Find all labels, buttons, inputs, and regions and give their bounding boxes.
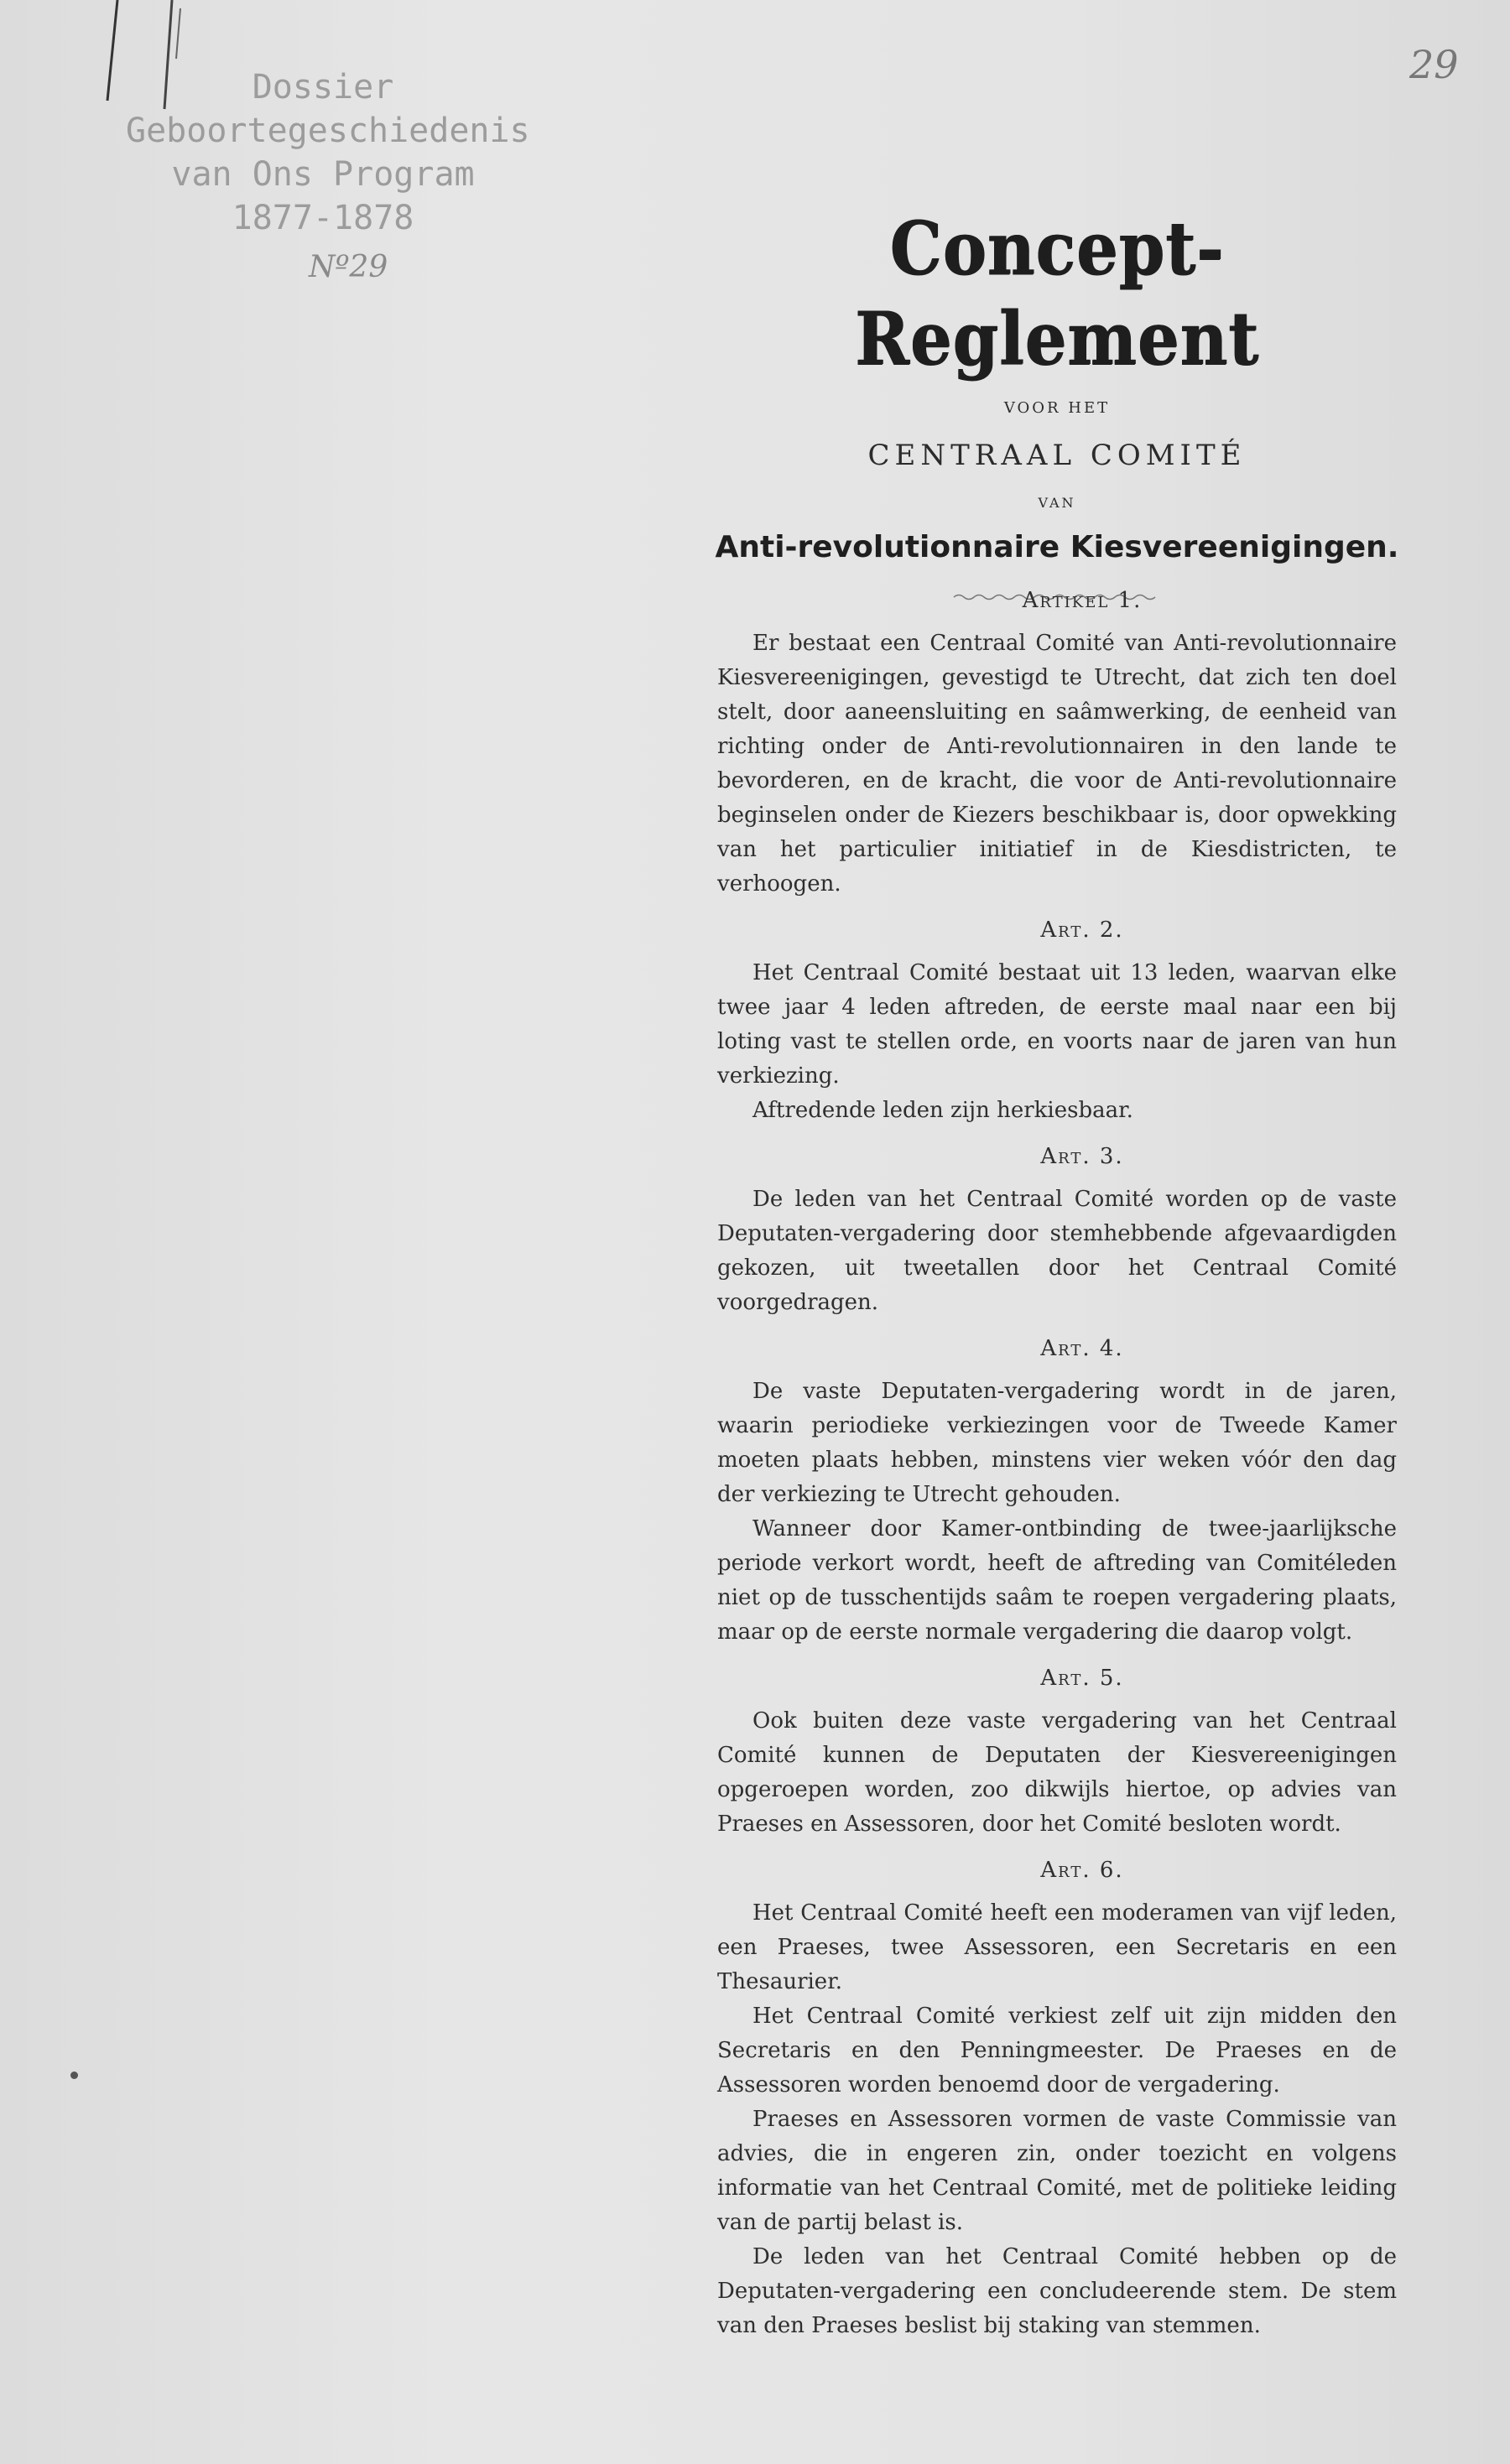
article-paragraph: Het Centraal Comité bestaat uit 13 leden, waarvan elke twee jaar 4 leden aftreden, de eerste maal naar een bij loting vast te stellen orde, en voorts naar de jaren van hun verkiezing.: [717, 960, 1397, 1089]
article: [717, 913, 1397, 1128]
article-paragraph: De leden van het Centraal Comité hebben op de Deputaten-vergadering een concludeerende stem. De stem van den Praeses beslist bij staking van stemmen.: [717, 2244, 1397, 2338]
article-heading: Artikel 1.: [1022, 588, 1143, 613]
article-paragraph: Aftredende leden zijn herkiesbaar.: [752, 1098, 1133, 1123]
article-paragraph: De vaste Deputaten-vergadering wordt in de jaren, waarin periodieke verkiezingen voor de Tweede Kamer moeten plaats hebben, minstens vier weken vóór den dag der verkiezing te Utrecht gehouden.: [717, 1379, 1397, 1507]
article-paragraph: Er bestaat een Centraal Comité van Anti-revolutionnaire Kiesvereenigingen, gevestigd te Utrecht, dat zich ten doel stelt, door aaneensluiting en saâmwerking, de eenheid van richting onder de Anti-revolutionnairen in den lande te bevorderen, en de kracht, die voor de Anti-revolutionnaire beginselen onder de Kiezers beschikbaar is, door opwekking van het particulier initiatief in de Kiesdistricten, te verhoogen.: [717, 631, 1397, 897]
article-paragraph: Praeses en Assessoren vormen de vaste Commissie van advies, die in engeren zin, onder toezicht en volgens informatie van het Centraal Comité, met de politieke leiding van de partij belast is.: [717, 2107, 1397, 2235]
stamp-line: 1877-1878: [232, 199, 414, 237]
article-heading: Art. 3.: [1040, 1144, 1124, 1169]
article-heading: Art. 6.: [1040, 1858, 1124, 1883]
article-paragraph: Het Centraal Comité heeft een moderamen van vijf leden, een Praeses, twee Assessoren, een Secretaris en een Thesaurier.: [717, 1900, 1397, 1994]
stamp-handwritten-note: Nº29: [309, 250, 388, 284]
article: [717, 584, 1397, 902]
document-header: [713, 205, 1401, 606]
ink-dot: [70, 2072, 78, 2079]
article-paragraph: Het Centraal Comité verkiest zelf uit zijn midden den Secretaris en den Penningmeester. De Praeses en de Assessoren worden benoemd door de vergadering.: [717, 2004, 1397, 2098]
article-heading: Art. 2.: [1040, 918, 1124, 943]
article-paragraph: De leden van het Centraal Comité worden op de vaste Deputaten-vergadering door stemhebbende afgevaardigden gekozen, uit tweetallen door het Centraal Comité voorgedragen.: [717, 1187, 1397, 1315]
article: [717, 1140, 1397, 1320]
header-voor-het: VOOR HET: [1003, 399, 1111, 417]
stamp-line: Dossier: [252, 68, 394, 107]
article-paragraph: Ook buiten deze vaste vergadering van het Centraal Comité kunnen de Deputaten der Kiesvereenigingen opgeroepen worden, zoo dikwijls hiertoe, op advies van Praeses en Assessoren, door het Comité besloten wordt.: [717, 1708, 1397, 1837]
article-heading: Art. 4.: [1040, 1336, 1124, 1361]
article: [717, 1853, 1397, 2343]
header-van: VAN: [1038, 495, 1076, 511]
document-title: Concept-Reglement: [854, 205, 1260, 382]
header-centraal-comite: CENTRAAL COMITÉ: [867, 439, 1247, 472]
archive-stamp: [126, 65, 530, 240]
stamp-line: van Ons Program: [171, 155, 475, 194]
article-heading: Art. 5.: [1040, 1666, 1124, 1691]
article-paragraph: Wanneer door Kamer-ontbinding de twee-jaarlijksche periode verkort wordt, heeft de aftreding van Comitéleden niet op de tusschentijds saâm te roepen vergadering plaats, maar op de eerste normale vergadering die daarop volgt.: [717, 1516, 1397, 1645]
article: [717, 1332, 1397, 1650]
stamp-line: Geboortegeschiedenis: [126, 112, 530, 150]
folio-number: 29: [1409, 42, 1459, 87]
article: [717, 1661, 1397, 1842]
document-subtitle: Anti-revolutionnaire Kiesvereenigingen.: [715, 530, 1399, 564]
document-body: [717, 572, 1397, 2343]
